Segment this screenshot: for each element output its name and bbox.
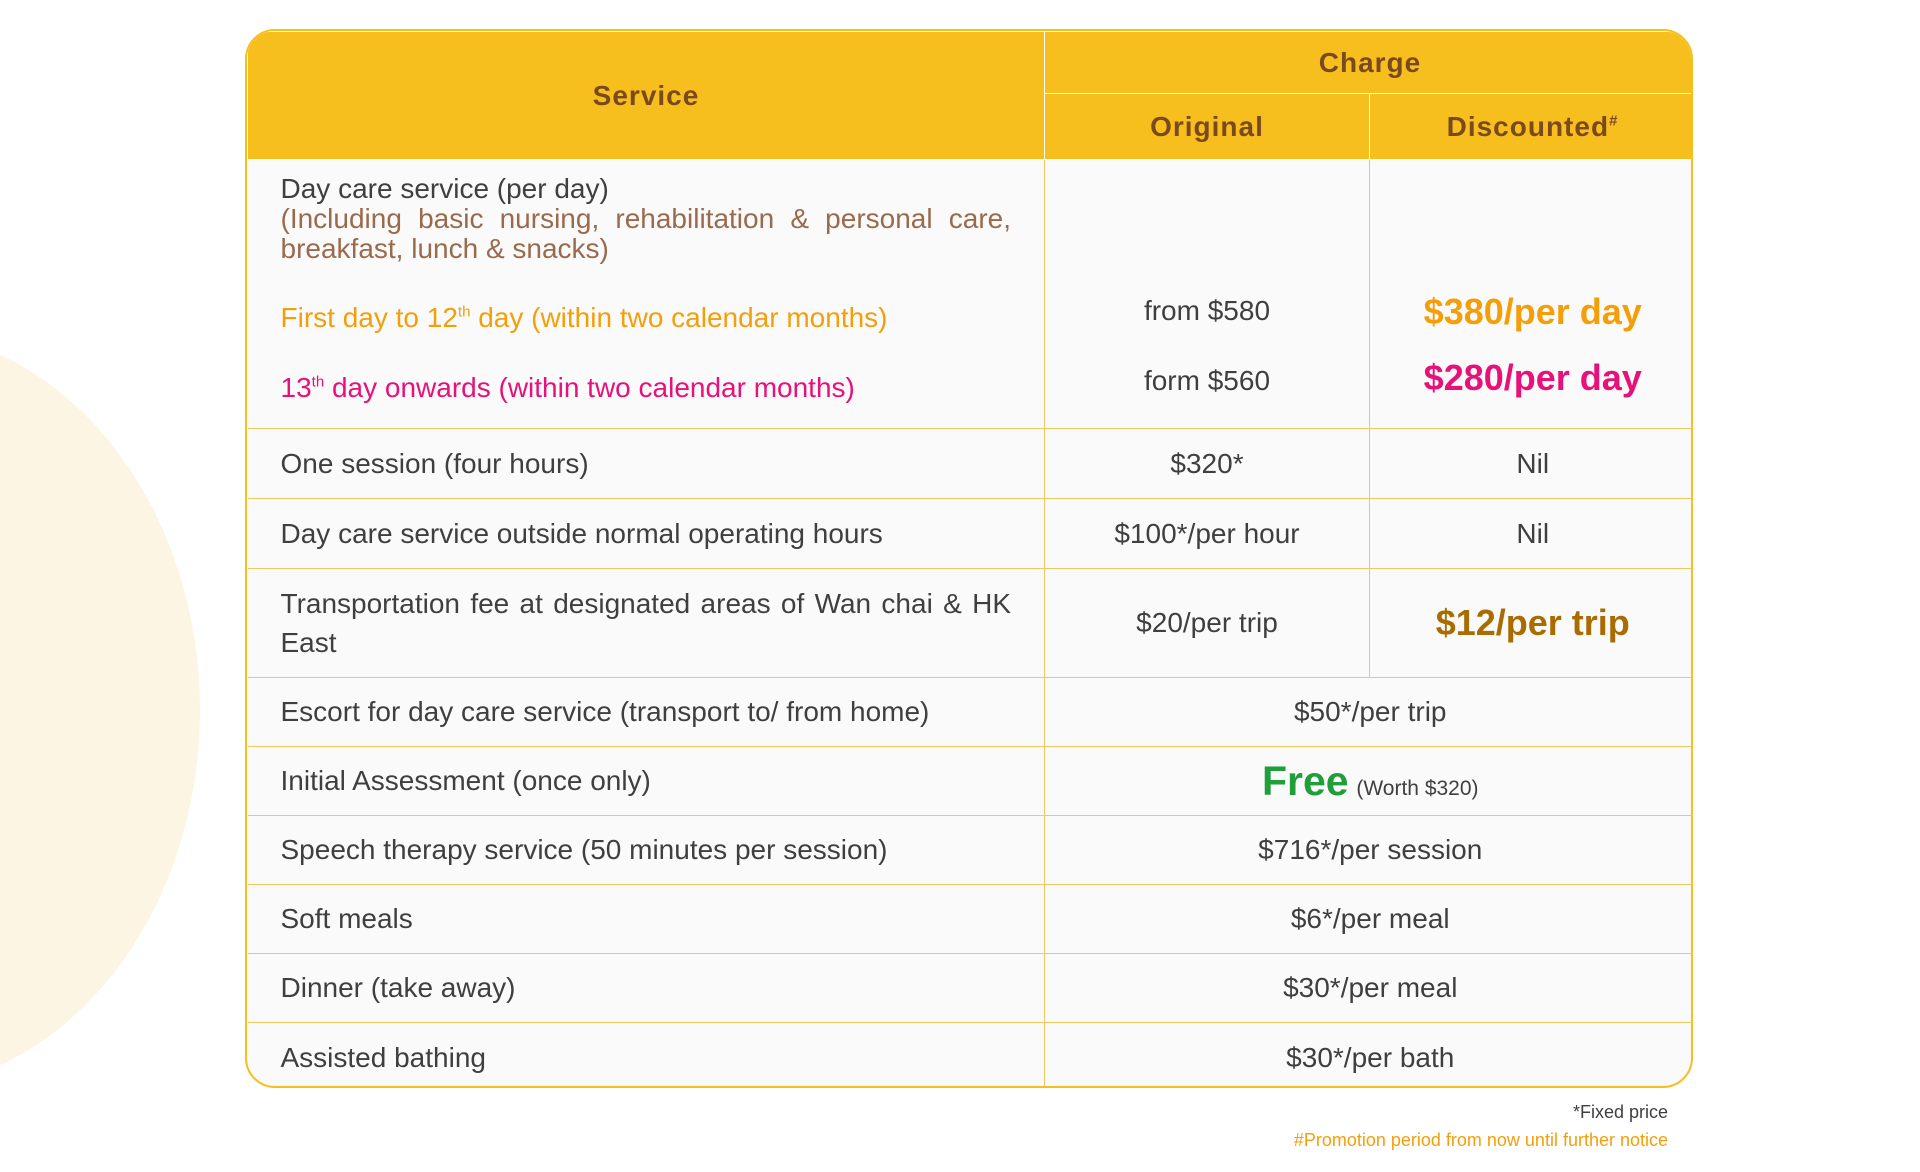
footnote-fixed-price: *Fixed price (1572, 1102, 1668, 1122)
outside-original: $100*/per hour (1045, 499, 1370, 569)
soft-service: Soft meals (248, 885, 1045, 954)
transport-service: Transportation fee at designated areas of Wan chai & HK East (248, 569, 1045, 678)
assessment-service: Initial Assessment (once only) (248, 747, 1045, 816)
footnote-promotion: #Promotion period from now until further notice (1293, 1130, 1668, 1150)
table-row-dinner (248, 954, 1694, 1023)
table-row-daycare (248, 160, 1694, 429)
daycare-service-cell (248, 160, 1045, 429)
outside-discounted: Nil (1370, 499, 1694, 569)
header-charge-label: Charge (1318, 46, 1422, 78)
daycare-row1-label: First day to 12th day (within two calendar months) (280, 302, 888, 333)
table-row-transport (248, 569, 1694, 678)
header-discounted-label: Discounted (1446, 110, 1610, 142)
price-table (247, 31, 1693, 1088)
transport-discounted (1370, 569, 1694, 678)
speech-service: Speech therapy service (50 minutes per session) (248, 816, 1045, 885)
table-row-escort (248, 678, 1694, 747)
soft-charge: $6*/per meal (1045, 885, 1694, 954)
header-original (1045, 94, 1370, 160)
header-discounted-mark: # (1609, 112, 1619, 130)
table-row-speech (248, 816, 1694, 885)
header-charge (1045, 32, 1694, 94)
bathing-charge: $30*/per bath (1045, 1023, 1694, 1089)
assessment-worth: (Worth $320) (1356, 776, 1479, 800)
daycare-row2-original: form $560 (1143, 365, 1271, 396)
daycare-original-cell (1045, 160, 1370, 429)
decorative-circle (0, 330, 200, 1090)
table-row-outside-hours (248, 499, 1694, 569)
session-original: $320* (1045, 429, 1370, 499)
header-service-label: Service (592, 79, 700, 111)
daycare-subtitle: (Including basic nursing, rehabilitation & personal care, breakfast, lunch & snacks) (280, 203, 1011, 264)
assessment-charge (1045, 747, 1694, 816)
session-discounted: Nil (1370, 429, 1694, 499)
escort-charge: $50*/per trip (1045, 678, 1694, 747)
table-row-bathing (248, 1023, 1694, 1089)
escort-service: Escort for day care service (transport to/ from home) (248, 678, 1045, 747)
table-row-soft-meals (248, 885, 1694, 954)
dinner-service: Dinner (take away) (248, 954, 1045, 1023)
transport-discounted-value: $12/per trip (1435, 602, 1630, 643)
table-row-assessment (248, 747, 1694, 816)
daycare-row1-original: from $580 (1143, 295, 1271, 326)
price-table-container (245, 29, 1693, 1088)
session-service: One session (four hours) (248, 429, 1045, 499)
table-row-session (248, 429, 1694, 499)
dinner-charge: $30*/per meal (1045, 954, 1694, 1023)
daycare-row1-discounted: $380/per day (1423, 291, 1642, 332)
header-discounted (1370, 94, 1694, 160)
daycare-discounted-cell (1370, 160, 1694, 429)
header-service (248, 32, 1045, 160)
daycare-row2-discounted: $280/per day (1423, 357, 1642, 398)
speech-charge: $716*/per session (1045, 816, 1694, 885)
assessment-free: Free (1261, 757, 1349, 804)
daycare-row2-label: 13th day onwards (within two calendar months) (280, 372, 855, 403)
bathing-service: Assisted bathing (248, 1023, 1045, 1089)
daycare-title: Day care service (per day) (280, 173, 609, 204)
header-original-label: Original (1150, 110, 1264, 142)
transport-original: $20/per trip (1045, 569, 1370, 678)
outside-service: Day care service outside normal operating hours (248, 499, 1045, 569)
